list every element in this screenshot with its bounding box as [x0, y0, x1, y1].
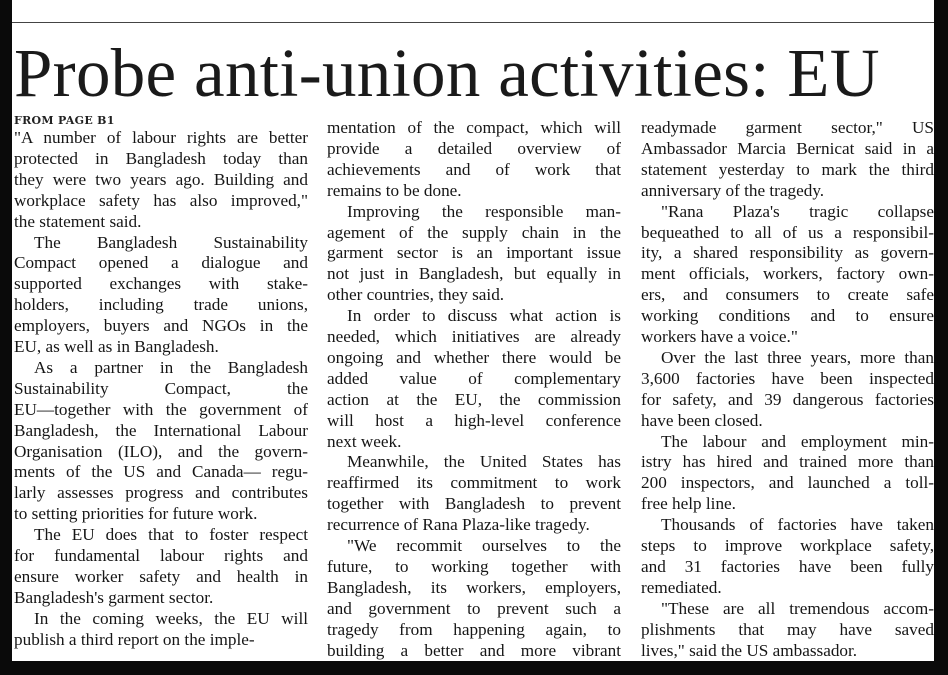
text-line: workers have a voice.": [641, 327, 798, 346]
text-line: action at the EU, the commission: [327, 389, 621, 409]
text-line: EU—together with the government of: [14, 399, 308, 419]
text-line: for fundamental labour rights and: [14, 546, 308, 565]
text-line: the statement said.: [14, 211, 142, 231]
text-line: added value of complementary: [327, 368, 621, 388]
text-line: anniversary of the tragedy.: [641, 180, 825, 200]
text-line: Sustainability Compact, the: [14, 378, 308, 398]
text-line: steps to improve workplace safety,: [641, 536, 934, 555]
text-line: "These are all tremendous accom-: [661, 598, 934, 618]
text-line: Bangladesh, its workers, employers,: [327, 577, 621, 597]
text-line: ity, a shared responsibility as govern-: [641, 243, 934, 263]
text-line: plishments that may have saved: [641, 619, 934, 639]
text-line: and government to prevent such a: [327, 598, 621, 618]
text-line: will host a high-level conference: [327, 410, 621, 430]
text-line: needed, which initiatives are already: [327, 327, 621, 346]
text-line: remediated.: [641, 577, 722, 597]
text-line: for safety, and 39 dangerous factories: [641, 389, 934, 409]
text-line: not just in Bangladesh, but equally in: [327, 264, 621, 284]
text-line: Thousands of factories have taken: [661, 515, 934, 535]
text-line: lives," said the US ambassador.: [641, 640, 858, 660]
text-line: bequeathed to all of us a responsibil-: [641, 222, 934, 242]
article-headline: Probe anti-union activities: EU: [14, 35, 880, 111]
text-line: building a better and more vibrant: [327, 640, 621, 660]
text-line: tragedy from happening again, to: [327, 619, 621, 639]
text-line: The EU does that to foster respect: [34, 525, 308, 545]
text-line: larly assesses progress and contributes: [14, 483, 308, 503]
top-rule: [12, 22, 934, 23]
text-line: 3,600 factories have been inspected: [641, 368, 934, 388]
text-line: readymade garment sector," US: [641, 118, 934, 137]
scan-border-bottom: [0, 661, 948, 675]
text-line: workplace safety has also improved,": [14, 190, 308, 210]
text-line: The Bangladesh Sustainability: [34, 232, 308, 252]
text-line: In the coming weeks, the EU will: [34, 608, 308, 628]
text-line: agement of the supply chain in the: [327, 222, 621, 242]
text-line: Bangladesh's garment sector.: [14, 587, 214, 607]
text-line: future, to working together with: [327, 556, 621, 576]
text-line: working conditions and to ensure: [641, 306, 934, 326]
text-line: ment officials, workers, factory own-: [641, 264, 934, 284]
text-line: The labour and employment min-: [661, 431, 934, 451]
text-line: "A number of labour rights are better: [14, 128, 308, 147]
text-line: achievements and of work that: [327, 159, 621, 179]
text-line: together with Bangladesh to prevent: [327, 494, 621, 514]
text-line: to setting priorities for future work.: [14, 504, 258, 524]
text-line: EU, as well as in Bangladesh.: [14, 337, 219, 356]
text-line: free help line.: [641, 494, 736, 514]
text-line: reaffirmed its commitment to work: [327, 473, 621, 493]
text-line: "We recommit ourselves to the: [347, 536, 621, 555]
text-line: As a partner in the Bangladesh: [34, 357, 308, 377]
text-line: Ambassador Marcia Bernicat said in a: [641, 138, 934, 158]
text-line: mentation of the compact, which will: [327, 118, 621, 137]
text-line: Improving the responsible man-: [347, 201, 621, 221]
text-line: recurrence of Rana Plaza-like tragedy.: [327, 515, 590, 535]
text-line: holders, including trade unions,: [14, 295, 308, 315]
text-line: remains to be done.: [327, 180, 462, 200]
scan-border-left: [0, 0, 12, 675]
text-line: ments of the US and Canada— regu-: [14, 462, 308, 482]
text-line: next week.: [327, 431, 402, 451]
text-line: garment sector is an important issue: [327, 243, 621, 263]
text-line: statement yesterday to mark the third: [641, 159, 934, 179]
text-line: 200 inspectors, and launched a toll-: [641, 473, 934, 493]
text-line: supported exchanges with stake-: [14, 274, 308, 294]
text-line: ers, and consumers to create safe: [641, 285, 934, 305]
text-line: ongoing and whether there would be: [327, 347, 621, 367]
scan-border-right: [934, 0, 948, 675]
text-line: "Rana Plaza's tragic collapse: [661, 201, 934, 221]
text-line: and 31 factories have been fully: [641, 556, 934, 576]
continuation-kicker: FROM PAGE B1: [14, 114, 115, 127]
text-line: other countries, they said.: [327, 285, 505, 305]
text-line: Compact opened a dialogue and: [14, 253, 308, 273]
text-line: In order to discuss what action is: [347, 306, 621, 326]
text-line: ensure worker safety and health in: [14, 566, 308, 586]
text-line: istry has hired and trained more than: [641, 452, 934, 472]
text-line: Meanwhile, the United States has: [347, 452, 621, 472]
text-line: provide a detailed overview of: [327, 138, 621, 158]
text-line: employers, buyers and NGOs in the: [14, 316, 308, 336]
text-line: Bangladesh, the International Labour: [14, 420, 308, 440]
text-line: they were two years ago. Building and: [14, 169, 308, 189]
text-line: publish a third report on the imple-: [14, 629, 255, 649]
text-line: protected in Bangladesh today than: [14, 148, 308, 168]
text-line: Over the last three years, more than: [661, 347, 934, 367]
text-line: Organisation (ILO), and the govern-: [14, 441, 308, 461]
text-line: have been closed.: [641, 410, 763, 430]
